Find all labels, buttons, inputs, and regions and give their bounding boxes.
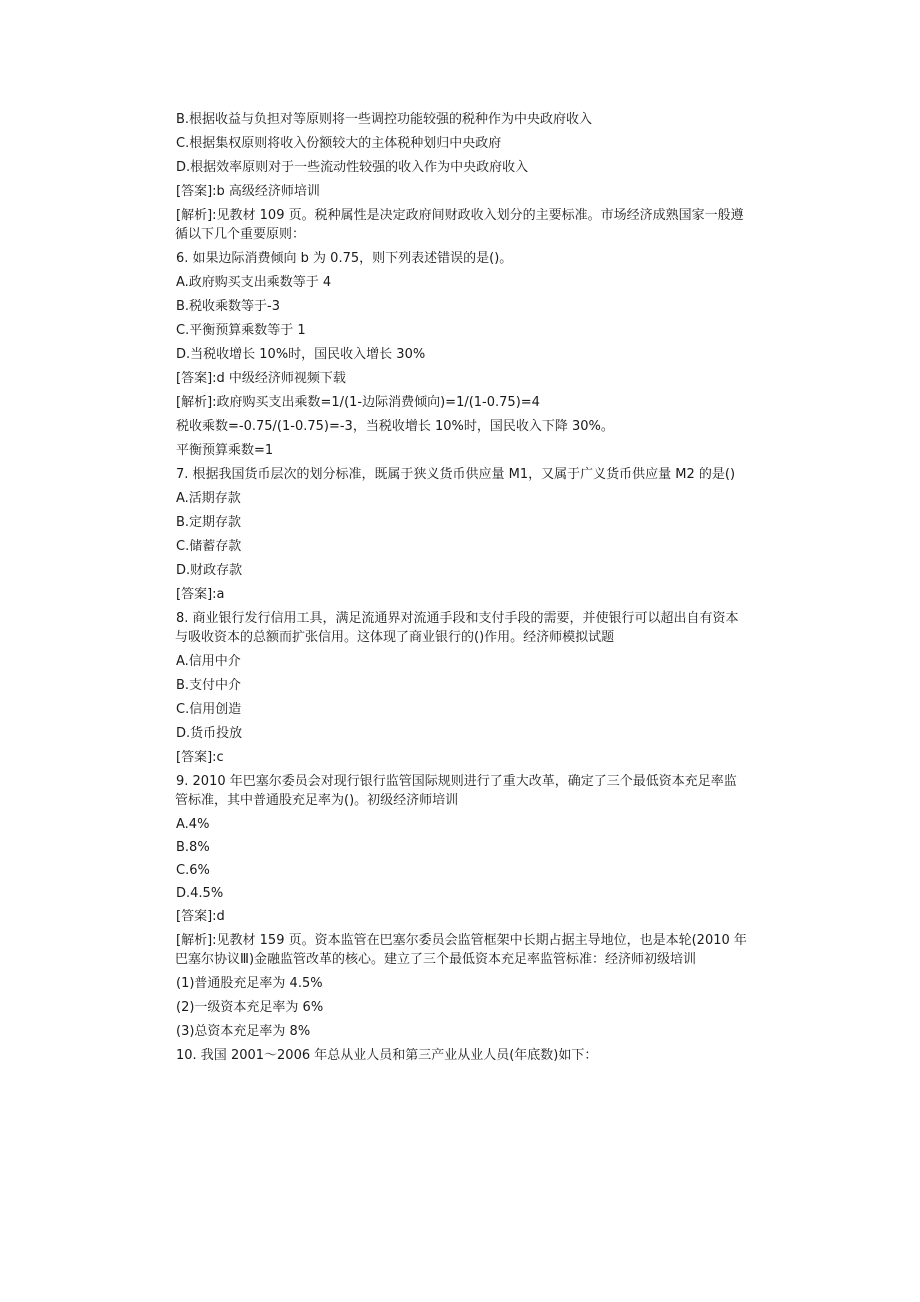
option-d-q5: D.根据效率原则对于一些流动性较强的收入作为中央政府收入 [176,160,529,175]
standard-3: (3)总资本充足率为 8% [176,1024,311,1039]
option-a-q8: A.信用中介 [176,654,241,669]
option-a-q7: A.活期存款 [176,491,241,506]
answer-q7: [答案]:a [176,587,225,602]
analysis-q5 [176,206,780,244]
analysis-q9-line-2: 巴塞尔协议Ⅲ)金融监管改革的核心。建立了三个最低资本充足率监管标准：经济师初级培训 [175,952,697,967]
option-c-q7: C.储蓄存款 [176,539,242,554]
option-b-q5: B.根据收益与负担对等原则将一些调控功能较强的税种作为中央政府收入 [176,112,593,127]
document-body [176,110,780,1070]
question-9-line-1: 9. 2010 年巴塞尔委员会对现行银行监管国际规则进行了重大改革，确定了三个最低资本充足率监 [176,774,737,789]
option-c-q8: C.信用创造 [176,702,242,717]
question-10: 10. 我国 2001～2006 年总从业人员和第三产业从业人员(年底数)如下： [176,1048,598,1063]
option-d-q6: D.当税收增长 10%时，国民收入增长 30% [176,347,426,362]
option-b-q8: B.支付中介 [176,678,242,693]
standard-2: (2)一级资本充足率为 6% [176,1000,324,1015]
analysis-q5-line-1: [解析]:见教材 109 页。税种属性是决定政府间财政收入划分的主要标准。市场经济成熟国家一般遵 [176,208,744,223]
answer-q9: [答案]:d [176,909,225,924]
question-9 [176,772,780,810]
option-c-q5: C.根据集权原则将收入份额较大的主体税种划归中央政府 [176,136,502,151]
option-a-q9: A.4% [176,817,210,832]
option-b-q9: B.8% [176,840,210,855]
answer-q5: [答案]:b 高级经济师培训 [176,184,320,199]
answer-q8: [答案]:c [176,750,224,765]
option-c-q6: C.平衡预算乘数等于 1 [176,323,306,338]
analysis-q6-line-3: 平衡预算乘数=1 [176,443,274,458]
option-d-q7: D.财政存款 [176,563,243,578]
question-8 [176,609,780,647]
option-d-q9: D.4.5% [176,886,224,901]
option-b-q6: B.税收乘数等于-3 [176,299,281,314]
question-7: 7. 根据我国货币层次的划分标准，既属于狭义货币供应量 M1，又属于广义货币供应量 M2 的是() [176,467,736,482]
analysis-q6-line-2: 税收乘数=-0.75/(1-0.75)=-3，当税收增长 10%时，国民收入下降 30%。 [176,419,614,434]
option-c-q9: C.6% [176,863,210,878]
analysis-q9 [176,931,780,969]
option-d-q8: D.货币投放 [176,726,243,741]
question-8-line-1: 8. 商业银行发行信用工具，满足流通界对流通手段和支付手段的需要，并使银行可以超出自有资本 [176,611,739,626]
option-a-q6: A.政府购买支出乘数等于 4 [176,275,332,290]
question-6: 6. 如果边际消费倾向 b 为 0.75，则下列表述错误的是()。 [176,251,513,266]
question-9-line-2: 管标准，其中普通股充足率为()。初级经济师培训 [175,793,459,808]
analysis-q5-line-2: 循以下几个重要原则： [175,227,306,242]
question-8-line-2: 与吸收资本的总额而扩张信用。这体现了商业银行的()作用。经济师模拟试题 [175,630,615,645]
standard-1: (1)普通股充足率为 4.5% [176,976,323,991]
analysis-q6-line-1: [解析]:政府购买支出乘数=1/(1-边际消费倾向)=1/(1-0.75)=4 [176,395,540,410]
answer-q6: [答案]:d 中级经济师视频下载 [176,371,346,386]
analysis-q9-line-1: [解析]:见教材 159 页。资本监管在巴塞尔委员会监管框架中长期占据主导地位，也是本轮(2010 年 [176,933,747,948]
option-b-q7: B.定期存款 [176,515,242,530]
